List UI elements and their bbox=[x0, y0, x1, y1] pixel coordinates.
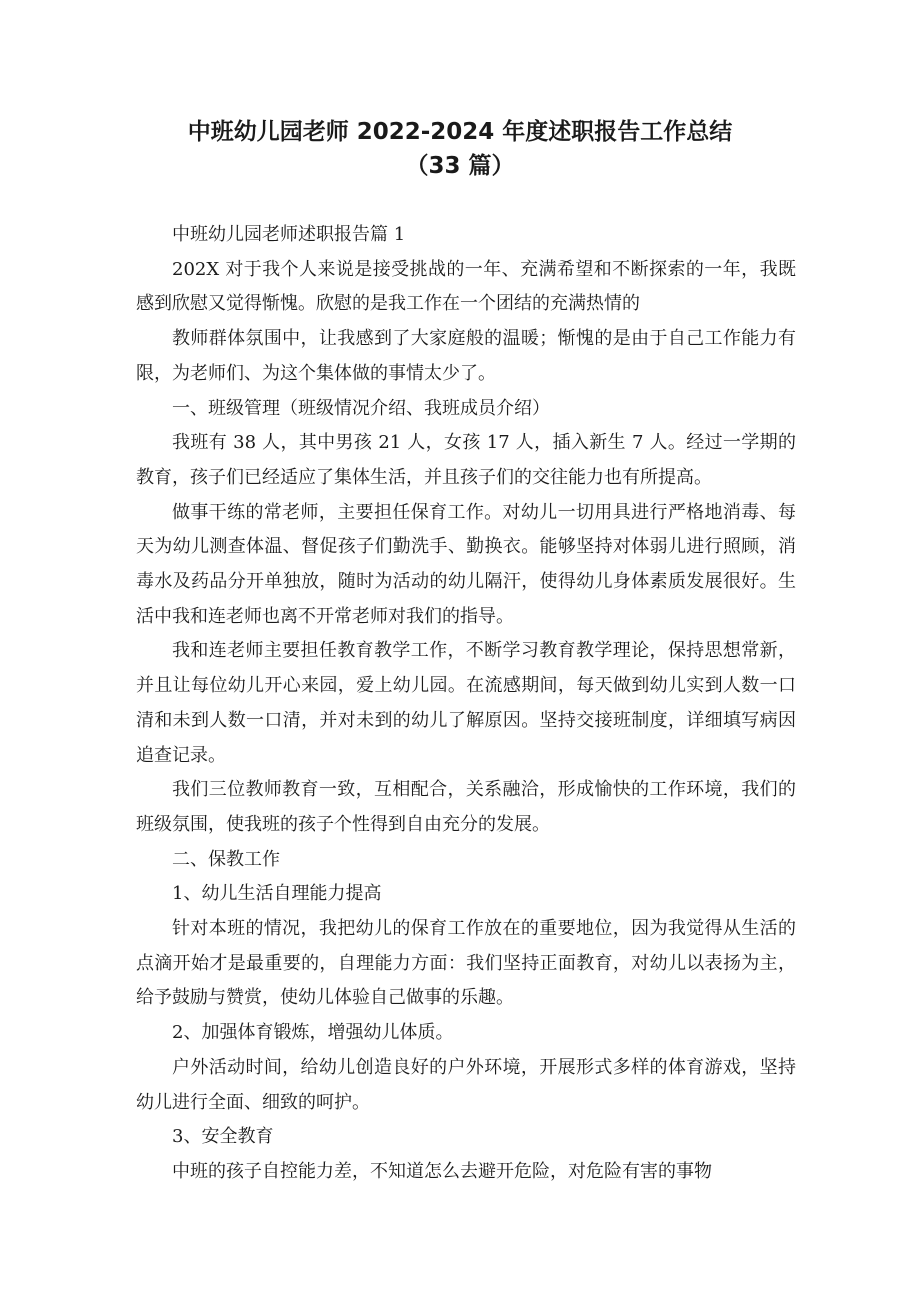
document-body bbox=[136, 218, 796, 1190]
subsection-heading: 2、加强体育锻炼，增强幼儿体质。 bbox=[172, 1022, 454, 1044]
subsection-heading: 1、幼儿生活自理能力提高 bbox=[172, 883, 382, 905]
subsection-heading: 3、安全教育 bbox=[172, 1126, 274, 1148]
body-paragraph: 户外活动时间，给幼儿创造良好的户外环境，开展形式多样的体育游戏，坚持幼儿进行全面、细致的呵护。 bbox=[136, 1056, 796, 1113]
section-heading: 一、班级管理（班级情况介绍、我班成员介绍） bbox=[172, 397, 550, 419]
document-title: 中班幼儿园老师 2022-2024 年度述职报告工作总结 bbox=[187, 119, 733, 145]
body-paragraph: 做事干练的常老师，主要担任保育工作。对幼儿一切用具进行严格地消毒、每天为幼儿测查体温、督促孩子们勤洗手、勤换衣。能够坚持对体弱儿进行照顾，消毒水及药品分开单独放，随时为活动的幼儿隔汗，使得幼儿身体素质发展很好。生活中我和连老师也离不开常老师对我们的指导。 bbox=[136, 501, 796, 627]
body-paragraph: 针对本班的情况，我把幼儿的保育工作放在的重要地位，因为我觉得从生活的点滴开始才是最重要的，自理能力方面：我们坚持正面教育，对幼儿以表扬为主，给予鼓励与赞赏，使幼儿体验自己做事的乐趣。 bbox=[136, 918, 796, 1009]
body-paragraph: 我班有 38 人，其中男孩 21 人，女孩 17 人，插入新生 7 人。经过一学期的教育，孩子们已经适应了集体生活，并且孩子们的交往能力也有所提高。 bbox=[136, 432, 796, 488]
body-paragraph: 中班的孩子自控能力差，不知道怎么去避开危险，对危险有害的事物 bbox=[172, 1160, 712, 1182]
section-heading: 中班幼儿园老师述职报告篇 1 bbox=[172, 224, 406, 245]
document-title-count: （33 篇） bbox=[405, 153, 515, 179]
body-paragraph: 教师群体氛围中，让我感到了大家庭般的温暖；惭愧的是由于自己工作能力有限，为老师们、为这个集体做的事情太少了。 bbox=[136, 328, 796, 384]
section-heading: 二、保教工作 bbox=[172, 848, 280, 870]
body-paragraph: 我们三位教师教育一致，互相配合，关系融洽，形成愉快的工作环境，我们的班级氛围，使我班的孩子个性得到自由充分的发展。 bbox=[136, 779, 796, 835]
body-paragraph: 我和连老师主要担任教育教学工作，不断学习教育教学理论，保持思想常新，并且让每位幼儿开心来园，爱上幼儿园。在流感期间，每天做到幼儿实到人数一口清和未到人数一口清，并对未到的幼儿了解原因。坚持交接班制度，详细填写病因追查记录。 bbox=[136, 640, 796, 766]
body-paragraph: 202X 对于我个人来说是接受挑战的一年、充满希望和不断探索的一年，我既感到欣慰又觉得惭愧。欣慰的是我工作在一个团结的充满热情的 bbox=[136, 258, 796, 315]
